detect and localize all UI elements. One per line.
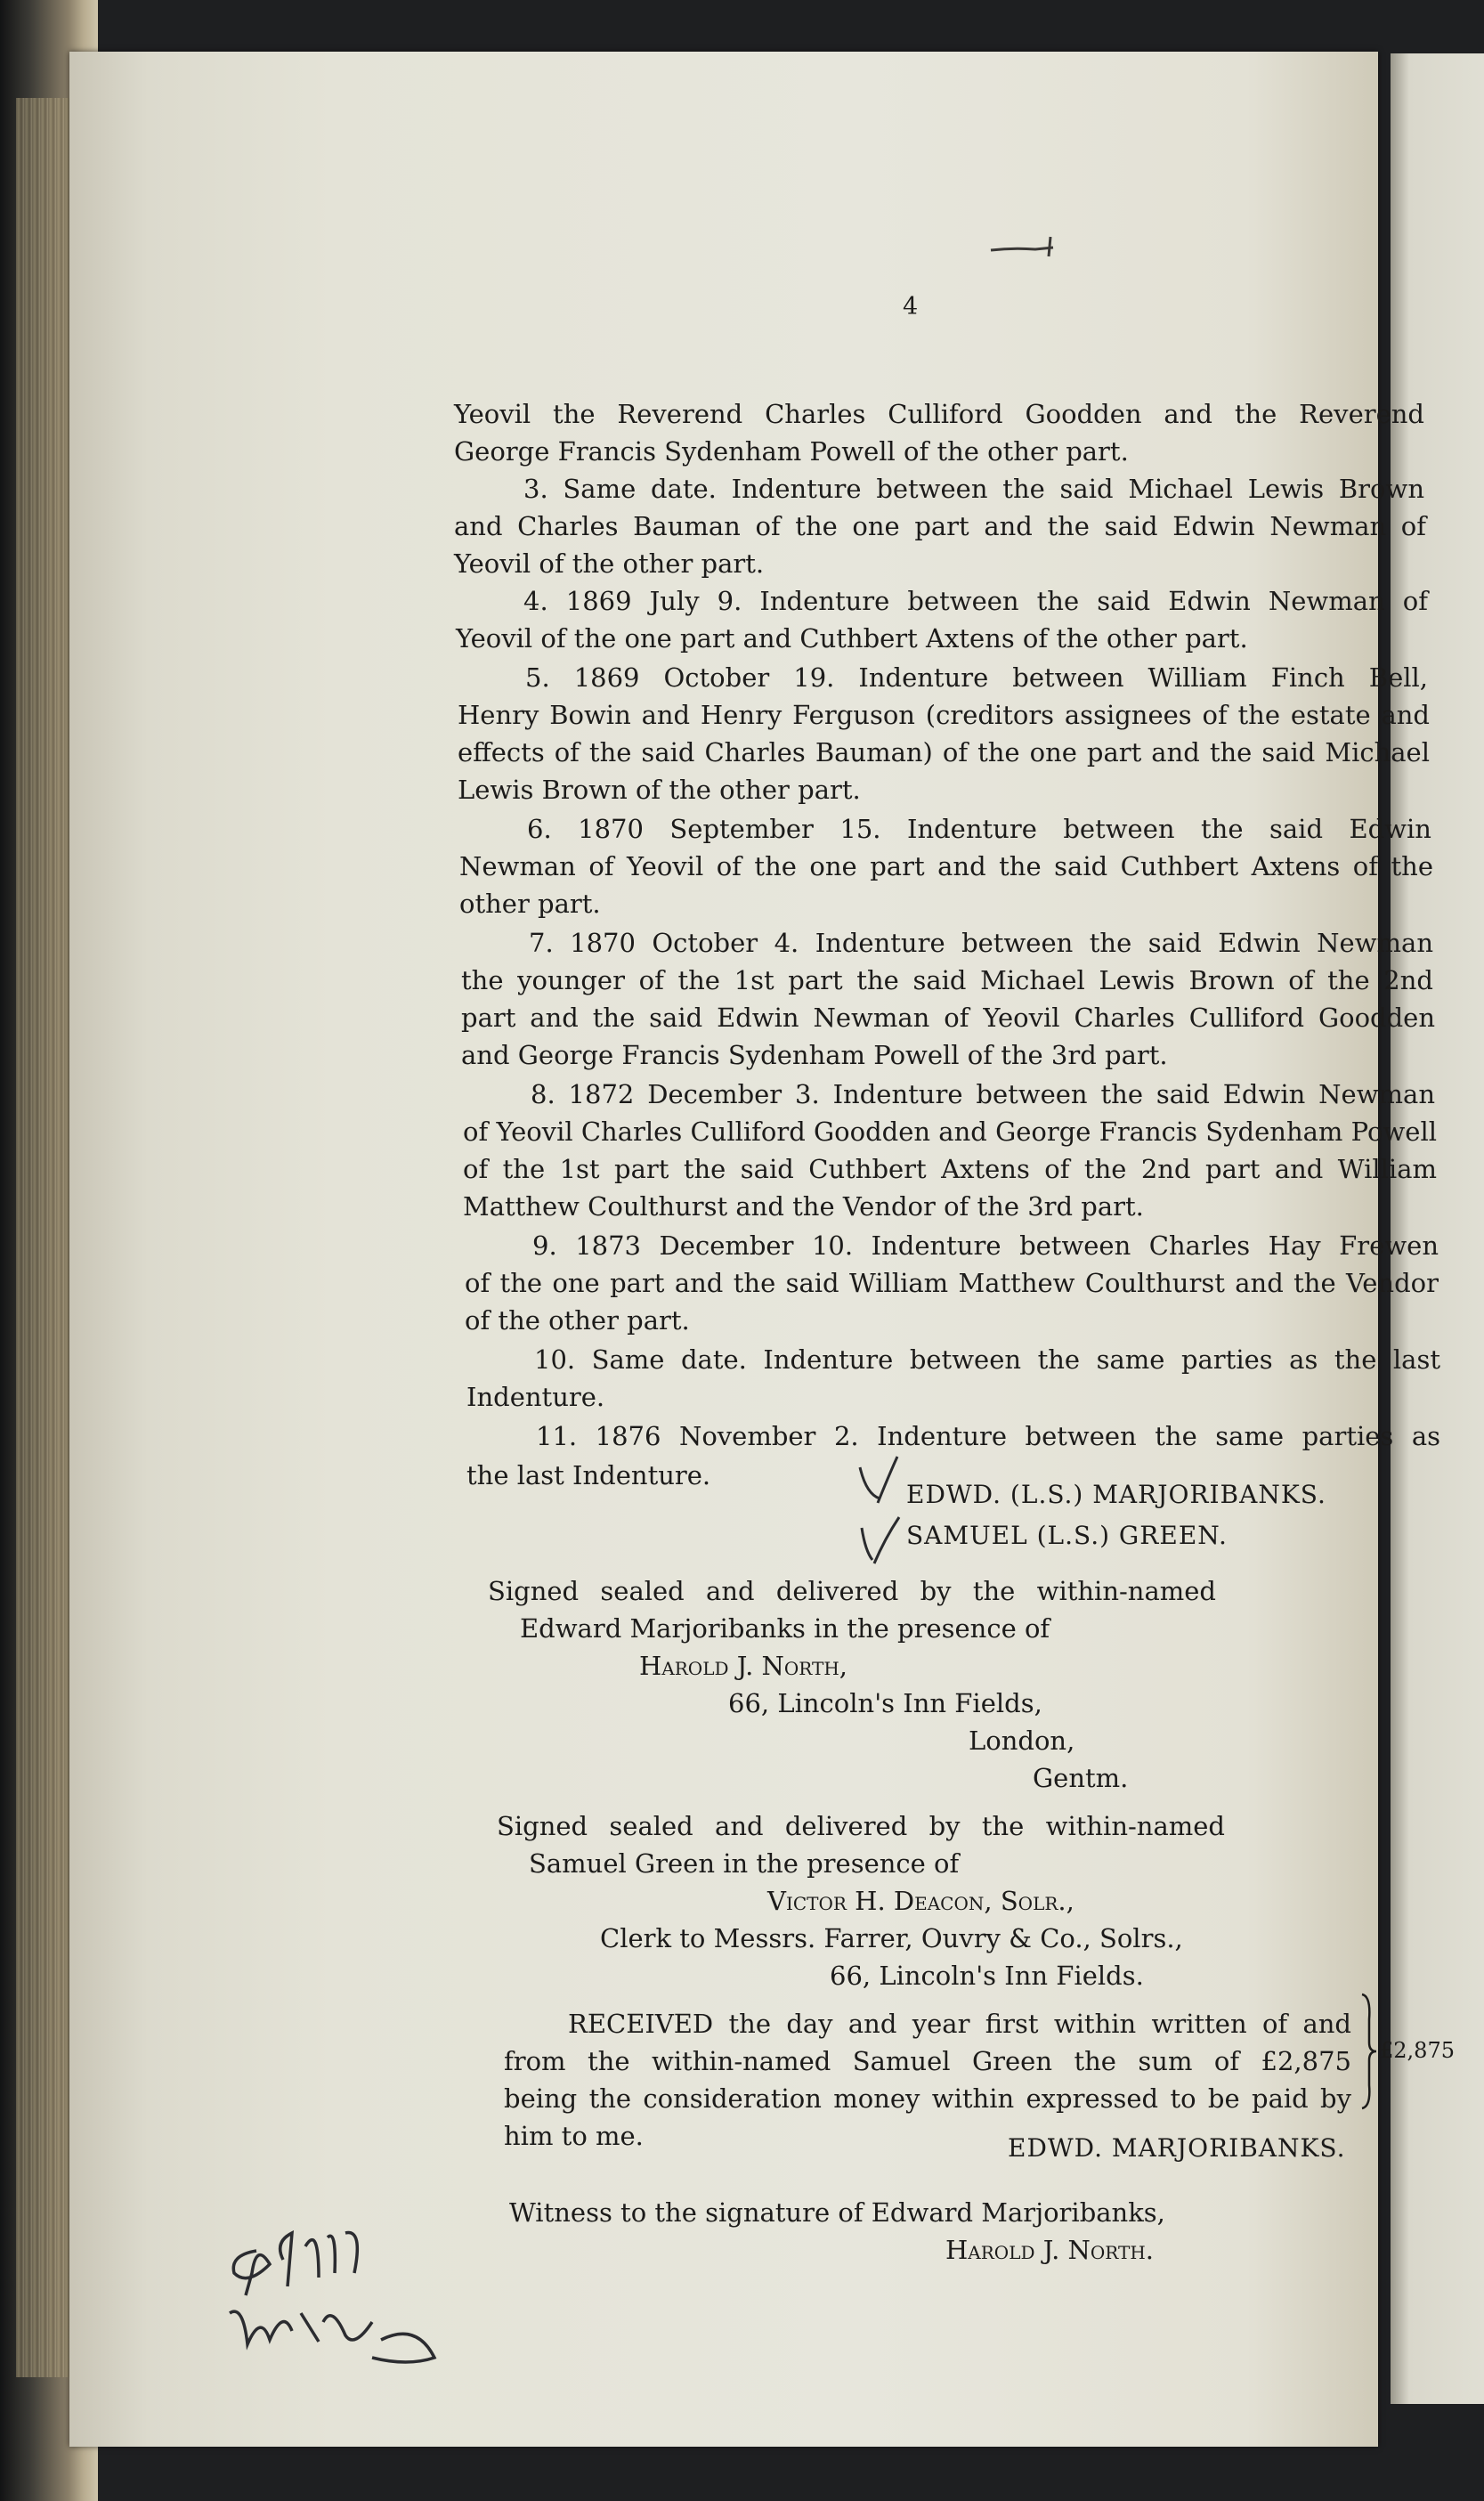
body-line: Lewis Brown of the other part. xyxy=(458,775,861,805)
document-page xyxy=(69,52,1455,2447)
receipt-text: RECEIVED the day and year first within written of and xyxy=(568,2009,1351,2039)
signature-marjoribanks: EDWD. (L.S.) MARJORIBANKS. xyxy=(906,1480,1326,1509)
body-line: and Charles Bauman of the one part and the said Edwin Newman of xyxy=(454,511,1426,541)
body-line: 4. 1869 July 9. Indenture between the said Edwin Newman of xyxy=(523,586,1428,616)
body-line: 5. 1869 October 19. Indenture between William Finch Bell, xyxy=(525,662,1428,693)
witness-occupation: Gentm. xyxy=(1033,1763,1129,1793)
body-line: 9. 1873 December 10. Indenture between Charles Hay Frewen xyxy=(532,1230,1439,1261)
body-line: 10. Same date. Indenture between the same parties as the last xyxy=(534,1344,1440,1375)
page-number: 4 xyxy=(903,293,919,321)
witness-name: Harold J. North. xyxy=(945,2235,1155,2265)
body-line: 6. 1870 September 15. Indenture between the said Edwin xyxy=(527,814,1431,844)
attestation-text: Edward Marjoribanks in the presence of xyxy=(520,1613,1050,1644)
body-line: and George Francis Sydenham Powell of the 3rd part. xyxy=(461,1040,1168,1070)
body-line: Henry Bowin and Henry Ferguson (creditors assignees of the estate and xyxy=(458,700,1430,730)
body-line: effects of the said Charles Bauman) of the one part and the said Michael xyxy=(458,737,1430,767)
witness-address: London, xyxy=(969,1726,1075,1756)
body-line: Yeovil the Reverend Charles Culliford Goodden and the Reverend xyxy=(454,399,1424,429)
body-line: Yeovil of the other part. xyxy=(454,548,765,579)
handwritten-initials xyxy=(221,2188,488,2393)
witness-address: 66, Lincoln's Inn Fields, xyxy=(728,1688,1042,1718)
witness-name: Victor H. Deacon, Solr., xyxy=(767,1886,1074,1916)
receipt-amount: £2,875 xyxy=(1380,2038,1455,2063)
body-line: 11. 1876 November 2. Indenture between the same parties as xyxy=(536,1421,1440,1451)
witness-name: Harold J. North, xyxy=(639,1651,848,1681)
body-line: Indenture. xyxy=(466,1382,605,1412)
attestation-text: Signed sealed and delivered by the within-named xyxy=(488,1576,1216,1606)
witness-clerk: Clerk to Messrs. Farrer, Ouvry & Co., Solrs., xyxy=(600,1923,1183,1953)
body-line: 3. Same date. Indenture between the said Michael Lewis Brown xyxy=(523,474,1424,504)
signature-green: SAMUEL (L.S.) GREEN. xyxy=(906,1521,1228,1550)
witness-statement: Witness to the signature of Edward Marjoribanks, xyxy=(509,2197,1165,2228)
attestation-text: Samuel Green in the presence of xyxy=(529,1848,960,1879)
body-line: the last Indenture. xyxy=(466,1460,711,1490)
body-line: part and the said Edwin Newman of Yeovil Charles Culliford Goodden xyxy=(461,1003,1435,1033)
receipt-text: him to me. xyxy=(504,2121,644,2151)
body-line: of the one part and the said William Matthew Coulthurst and the Vendor xyxy=(465,1268,1439,1298)
body-line: of the 1st part the said Cuthbert Axtens of the 2nd part and William xyxy=(463,1154,1437,1184)
receipt-text: from the within-named Samuel Green the sum of £2,875 xyxy=(504,2046,1351,2076)
body-line: 7. 1870 October 4. Indenture between the said Edwin Newman xyxy=(529,928,1433,958)
receipt-text: being the consideration money within expressed to be paid by xyxy=(504,2083,1351,2114)
body-line: of the other part. xyxy=(465,1305,690,1336)
receipt-brace xyxy=(1358,1993,1380,2110)
receipt-signature: EDWD. MARJORIBANKS. xyxy=(1008,2133,1346,2163)
witness-address: 66, Lincoln's Inn Fields. xyxy=(830,1961,1144,1991)
attestation-text: Signed sealed and delivered by the within-named xyxy=(497,1811,1225,1841)
pencil-mark xyxy=(986,228,1066,264)
body-line: George Francis Sydenham Powell of the other part. xyxy=(454,436,1129,467)
body-line: other part. xyxy=(459,889,601,919)
body-line: 8. 1872 December 3. Indenture between the said Edwin Newman xyxy=(531,1079,1435,1109)
body-line: Matthew Coulthurst and the Vendor of the 3rd part. xyxy=(463,1191,1144,1222)
body-line: the younger of the 1st part the said Michael Lewis Brown of the 2nd xyxy=(461,965,1433,995)
body-line: Yeovil of the one part and Cuthbert Axtens of the other part. xyxy=(456,623,1248,654)
body-line: Newman of Yeovil of the one part and the said Cuthbert Axtens of the xyxy=(459,851,1433,881)
body-line: of Yeovil Charles Culliford Goodden and George Francis Sydenham Powell xyxy=(463,1117,1437,1147)
